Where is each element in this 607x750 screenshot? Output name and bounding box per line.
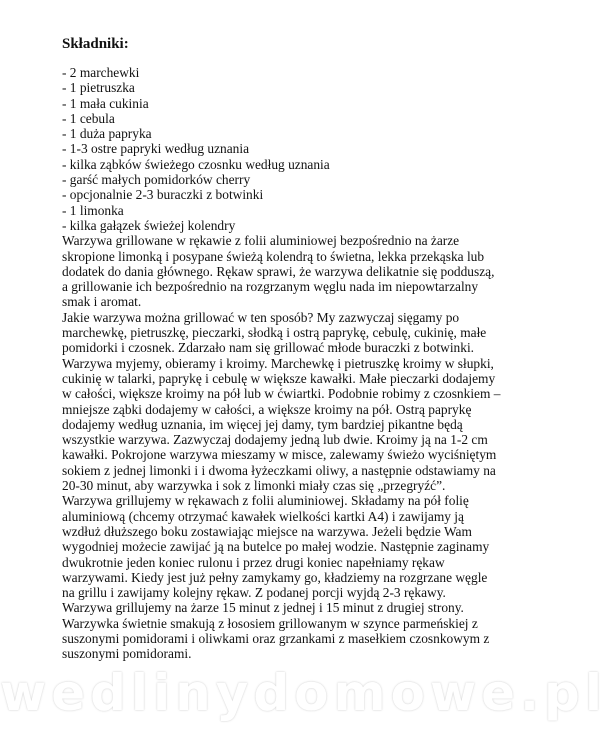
ingredient-item: - kilka gałązek świeżej kolendry [62,217,236,233]
ingredients-heading: Składniki: [62,36,129,52]
ingredient-item: - opcjonalnie 2-3 buraczki z botwinki [62,187,264,203]
preparation-paragraph: Warzywa myjemy, obieramy i kroimy. Marchewkę i pietruszkę kroimy w słupki, cukinię w talarki, paprykę i cebulę w większe kawałki. Małe pieczarki dodajemy w całości, większe kroimy na pół lub w ćwiartki. Podobnie robimy z czosnkiem – mniejsze ząbki dodajemy w całości, a większe kroimy na pół. Ostrą paprykę dodajemy według uznania, im więcej jej damy, tym bardziej pikantne będą wszystkie warzywa. Zazwyczaj dodajemy jedną lub dwie. Kroimy ją na 1-2 cm kawałki. Pokrojone warzywa mieszamy w misce, zalewamy świeżo wyciśniętym sokiem z jednej limonki i i dwoma łyżeczkami oliwy, a następnie odstawiamy na 20-30 minut, aby warzywka i sok z limonki miały czas się „przegryźć”. [62,355,501,494]
ingredient-item: - garść małych pomidorków cherry [62,172,251,188]
ingredient-item: - 1 mała cukinia [62,95,149,111]
ingredient-item: - 1 duża papryka [62,126,152,142]
foil-sleeve-paragraph: Warzywa grillujemy w rękawach z folii aluminiowej. Składamy na pół folię aluminiową (chcemy otrzymać kawałek wielkości kartki A4) i zawijamy ją wzdłuż dłuższego boku zostawiając miejsce na warzywa. Jeżeli będzie Wam wygodniej możecie zawijać ją na butelce po małej wodzie. Następnie zaginamy dwukrotnie jeden koniec rulonu i przez drugi koniec napełniamy rękaw warzywami. Kiedy jest już pełny zamykamy go, kładziemy na rozgrzane węgle na grillu i zawijamy kolejny rękaw. Z podanej porcji wyjdą 2-3 rękawy. [62,493,490,601]
ingredients-list [62,65,502,233]
ingredient-item: - 1-3 ostre papryki według uznania [62,141,250,157]
recipe-document [62,36,502,662]
serving-paragraph: Warzywka świetnie smakują z łososiem grillowanym w szynce parmeńskiej z suszonymi pomidorami i oliwkami oraz grzankami z masełkiem czosnkowym z suszonymi pomidorami. [62,615,490,662]
ingredient-item: - kilka ząbków świeżego czosnku według uznania [62,156,330,172]
ingredient-item: - 1 cebula [62,110,115,126]
ingredient-item: - 2 marchewki [62,65,140,80]
intro-paragraph: Warzywa grillowane w rękawie z folii aluminiowej bezpośrednio na żarze skropione limonką i posypane świeżą kolendrą to świetna, lekka przekąska lub dodatek do dania głównego. Rękaw sprawi, że warzywa delikatnie się podduszą, a grillowanie ich bezpośrednio na rozgrzanym węglu nada im niepowtarzalny smak i aromat. [62,233,495,310]
site-watermark: wedlinydomowe.pl [0,664,607,722]
ingredient-item: - 1 limonka [62,202,124,218]
ingredient-item: - 1 pietruszka [62,80,135,96]
grilling-time-paragraph: Warzywa grillujemy na żarze 15 minut z jednej i 15 minut z drugiej strony. [62,600,464,616]
vegetables-paragraph: Jakie warzywa można grillować w ten sposób? My zazwyczaj sięgamy po marchewkę, pietruszkę, pieczarki, słodką i ostrą paprykę, cebulę, cukinię, małe pomidorki i czosnek. Zdarzało nam się grillować młode buraczki z botwinki. [62,309,487,356]
